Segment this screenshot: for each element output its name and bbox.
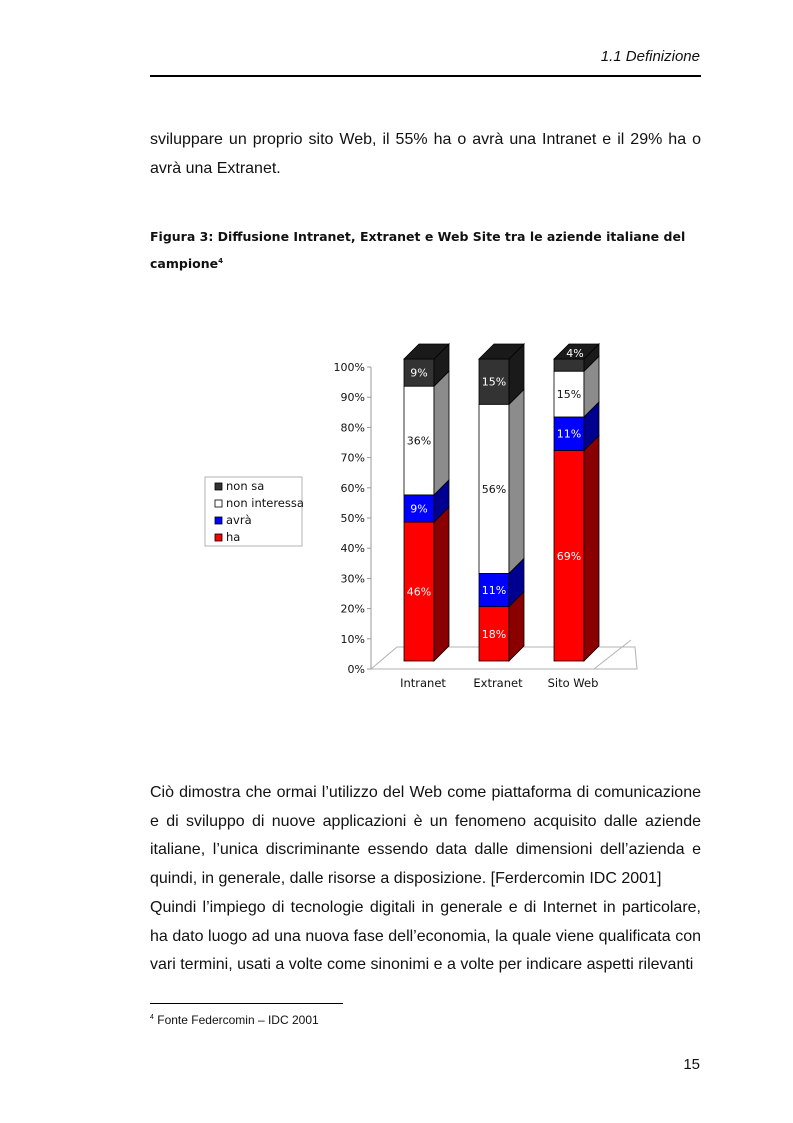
legend-swatch bbox=[215, 483, 222, 490]
bar-segment-non-sa bbox=[554, 359, 584, 371]
bar-segment-side bbox=[434, 371, 449, 495]
footnote-text: Fonte Federcomin – IDC 2001 bbox=[157, 1013, 319, 1027]
y-tick-label: 10% bbox=[340, 632, 365, 646]
data-label: 11% bbox=[556, 427, 582, 441]
footnote-reference: 4 bbox=[218, 257, 223, 265]
data-label: 36% bbox=[406, 434, 432, 448]
data-label: 9% bbox=[410, 502, 428, 516]
legend-swatch bbox=[215, 534, 222, 541]
x-category-label: Intranet bbox=[400, 676, 446, 690]
y-tick-label: 90% bbox=[340, 391, 365, 405]
y-tick-label: 30% bbox=[340, 572, 365, 586]
paragraph-intro: sviluppare un proprio sito Web, il 55% ha o avrà una Intranet e il 29% ha o avrà una Extranet. bbox=[150, 131, 701, 177]
legend-label: non interessa bbox=[226, 496, 304, 510]
legend-swatch bbox=[215, 500, 222, 507]
y-tick-label: 80% bbox=[340, 421, 365, 435]
figure-caption-text: Figura 3: Diffusione Intranet, Extranet e Web Site tra le aziende italiane del campione bbox=[150, 229, 686, 272]
page-number: 15 bbox=[683, 1056, 700, 1073]
bar-segment-side bbox=[584, 436, 599, 661]
data-label: 69% bbox=[556, 549, 582, 563]
y-tick-label: 20% bbox=[340, 602, 365, 616]
legend-label: ha bbox=[226, 530, 241, 544]
footnote bbox=[150, 1013, 319, 1027]
x-category-label: Extranet bbox=[473, 676, 523, 690]
data-label: 15% bbox=[556, 388, 582, 402]
legend-label: avrà bbox=[226, 513, 252, 527]
data-label: 4% bbox=[566, 347, 584, 361]
footnote-rule bbox=[150, 1003, 343, 1004]
bar-segment-side bbox=[434, 507, 449, 661]
bar-segment-side bbox=[509, 389, 524, 573]
running-header: 1.1 Definizione bbox=[600, 48, 700, 65]
legend-label: non sa bbox=[226, 479, 265, 493]
data-label: 46% bbox=[406, 585, 432, 599]
paragraph-body-1: Ciò dimostra che ormai l’utilizzo del Web come piattaforma di comunicazione e di sviluppo di nuove applicazioni è un fenomeno acquisito dalle aziende italiane, l’unica discriminante essendo data dalle dimensioni dell’azienda e quindi, in generale, dalle risorse a disposizione. [Ferdercomin IDC 2001] bbox=[150, 784, 701, 888]
y-tick-label: 50% bbox=[340, 512, 365, 525]
y-tick-label: 70% bbox=[340, 451, 365, 465]
data-label: 15% bbox=[481, 375, 507, 389]
x-category-label: Sito Web bbox=[547, 676, 599, 690]
y-tick-label: 0% bbox=[347, 663, 365, 676]
chart-floor-side-edge bbox=[594, 640, 631, 669]
y-tick-label: 60% bbox=[340, 481, 365, 495]
y-tick-label: 40% bbox=[340, 542, 365, 556]
data-label: 9% bbox=[410, 366, 428, 380]
footnote-mark: 4 bbox=[150, 1014, 154, 1021]
data-label: 11% bbox=[481, 584, 507, 598]
data-label: 18% bbox=[481, 627, 507, 641]
y-tick-label: 100% bbox=[333, 361, 365, 374]
legend-swatch bbox=[215, 517, 222, 524]
paragraph-body-2: Quindi l’impiego di tecnologie digitali in generale e di Internet in particolare, ha dato luogo ad una nuova fase dell’economia, la quale viene qualificata con vari termini, usati a volte come sinonimi e a volte per indicare aspetti rilevanti bbox=[150, 899, 701, 974]
data-label: 56% bbox=[481, 482, 507, 496]
